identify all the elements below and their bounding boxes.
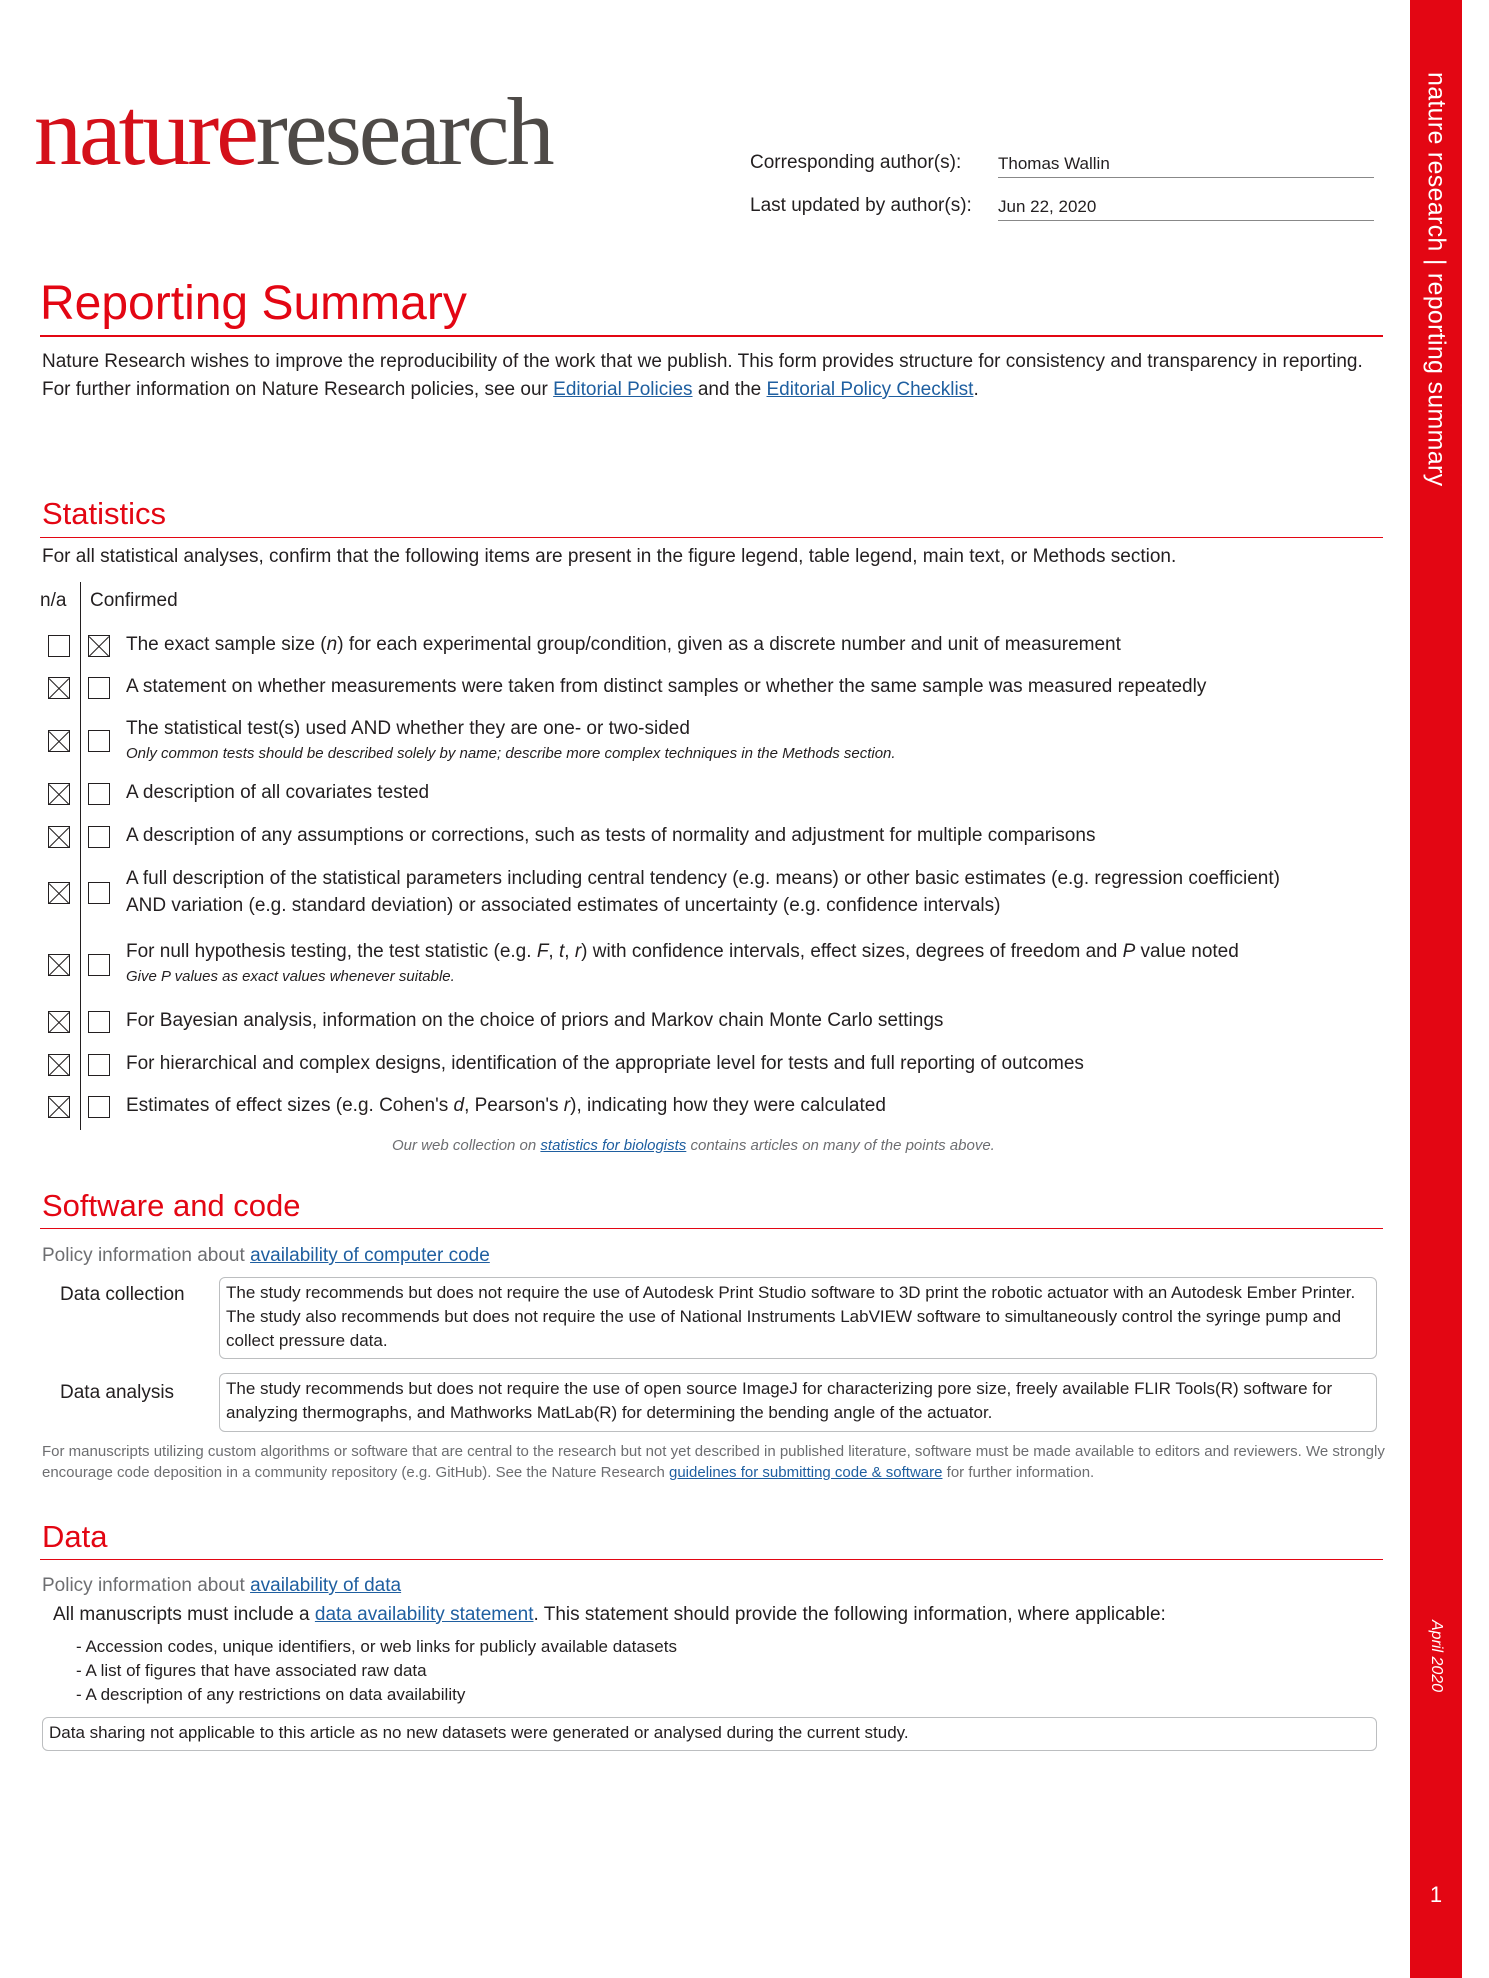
corresponding-author-field[interactable]: Thomas Wallin bbox=[998, 154, 1374, 178]
confirmed-checkbox-3[interactable] bbox=[88, 783, 110, 805]
data-analysis-label: Data analysis bbox=[60, 1382, 175, 1403]
na-checkbox-9[interactable] bbox=[48, 1096, 70, 1118]
na-checkbox-8[interactable] bbox=[48, 1054, 70, 1076]
availability-of-data-link[interactable]: availability of data bbox=[250, 1575, 402, 1596]
na-checkbox-7[interactable] bbox=[48, 1011, 70, 1033]
statistics-rule bbox=[40, 537, 1383, 538]
confirmed-checkbox-4[interactable] bbox=[88, 826, 110, 848]
statistics-heading: Statistics bbox=[42, 496, 167, 531]
stat-item-3: A description of all covariates tested bbox=[126, 782, 430, 803]
guidelines-code-software-link[interactable]: guidelines for submitting code & software bbox=[669, 1464, 943, 1481]
na-checkbox-6[interactable] bbox=[48, 954, 70, 976]
data-statement-instructions: All manuscripts must include a data availability statement. This statement should provide the following information, where applicable: bbox=[53, 1604, 1166, 1625]
intro-text-2: and the bbox=[692, 379, 767, 400]
data-rule bbox=[40, 1559, 1383, 1560]
confirmed-checkbox-9[interactable] bbox=[88, 1096, 110, 1118]
stat-item-1: A statement on whether measurements were taken from distinct samples or whether the same sample was measured repeatedly bbox=[126, 676, 1207, 697]
confirmed-checkbox-5[interactable] bbox=[88, 882, 110, 904]
stat-item-5-line2: AND variation (e.g. standard deviation) or associated estimates of uncertainty (e.g. confidence intervals) bbox=[126, 895, 1001, 916]
availability-of-computer-code-link[interactable]: availability of computer code bbox=[250, 1245, 490, 1266]
data-availability-statement-link[interactable]: data availability statement bbox=[314, 1604, 534, 1625]
last-updated-field[interactable]: Jun 22, 2020 bbox=[998, 197, 1374, 221]
na-checkbox-5[interactable] bbox=[48, 882, 70, 904]
data-collection-label: Data collection bbox=[60, 1284, 185, 1305]
stat-item-0: The exact sample size (n) for each experimental group/condition, given as a discrete number and unit of measurement bbox=[126, 634, 1121, 655]
software-rule bbox=[40, 1228, 1383, 1229]
corresponding-label: Corresponding author(s): bbox=[750, 152, 962, 173]
page-number: 1 bbox=[1429, 1882, 1443, 1907]
data-bullet-2: - A description of any restrictions on data availability bbox=[76, 1685, 466, 1704]
stat-item-6-note: Give P values as exact values whenever suitable. bbox=[126, 968, 455, 985]
nature-research-logo bbox=[34, 78, 552, 185]
intro-text-3: . bbox=[973, 379, 979, 400]
na-checkbox-1[interactable] bbox=[48, 677, 70, 699]
statistics-description: For all statistical analyses, confirm that the following items are present in the figure legend, table legend, main text, or Methods section. bbox=[42, 546, 1177, 567]
stat-item-9: Estimates of effect sizes (e.g. Cohen's d, Pearson's r), indicating how they were calculated bbox=[126, 1095, 886, 1116]
statistics-footer: Our web collection on statistics for biologists contains articles on many of the points above. bbox=[392, 1137, 995, 1154]
column-divider bbox=[80, 582, 81, 1130]
data-collection-field[interactable]: The study recommends but does not require the use of Autodesk Print Studio software to 3D print the robotic actuator with an Autodesk Ember Printer. The study also recommends but does not require the use of National Instruments LabVIEW software to simultaneously control the syringe pump and collect pressure data. bbox=[219, 1277, 1377, 1359]
logo-nature: nature bbox=[34, 78, 256, 185]
data-bullet-1: - A list of figures that have associated raw data bbox=[76, 1661, 427, 1680]
logo-research: research bbox=[255, 78, 552, 185]
software-heading: Software and code bbox=[42, 1188, 301, 1223]
stat-item-5: A full description of the statistical parameters including central tendency (e.g. means) or other basic estimates (e.g. regression coefficient) bbox=[126, 868, 1280, 889]
confirmed-checkbox-7[interactable] bbox=[88, 1011, 110, 1033]
intro-paragraph bbox=[42, 348, 1387, 404]
stat-item-4: A description of any assumptions or corrections, such as tests of normality and adjustment for multiple comparisons bbox=[126, 825, 1096, 846]
intro-text-1: Nature Research wishes to improve the reproducibility of the work that we publish. This form provides structure for consistency and transparency in reporting. For further information on Nature Research policies, see our bbox=[42, 351, 1363, 400]
software-note: For manuscripts utilizing custom algorithms or software that are central to the research but not yet described in published literature, software must be made available to editors and reviewers. We strongly encourage code deposition in a community repository (e.g. GitHub). See the Nature Research guidelines for submitting code & software for further information. bbox=[42, 1443, 1385, 1481]
stat-item-2: The statistical test(s) used AND whether they are one- or two-sided bbox=[126, 718, 690, 739]
na-checkbox-4[interactable] bbox=[48, 826, 70, 848]
statistics-for-biologists-link[interactable]: statistics for biologists bbox=[540, 1137, 687, 1154]
data-bullet-0: - Accession codes, unique identifiers, or web links for publicly available datasets bbox=[76, 1637, 677, 1656]
updated-label: Last updated by author(s): bbox=[750, 195, 972, 216]
confirmed-checkbox-6[interactable] bbox=[88, 954, 110, 976]
stat-item-7: For Bayesian analysis, information on the choice of priors and Markov chain Monte Carlo settings bbox=[126, 1010, 944, 1031]
na-checkbox-3[interactable] bbox=[48, 783, 70, 805]
data-policy: Policy information about availability of data bbox=[42, 1575, 402, 1596]
page-title: Reporting Summary bbox=[40, 277, 467, 330]
editorial-policies-link[interactable]: Editorial Policies bbox=[553, 379, 693, 400]
na-checkbox-0[interactable] bbox=[48, 635, 70, 657]
confirmed-checkbox-2[interactable] bbox=[88, 730, 110, 752]
sidebar-date: April 2020 bbox=[1428, 1620, 1445, 1693]
stat-item-2-note: Only common tests should be described solely by name; describe more complex techniques in the Methods section. bbox=[126, 745, 896, 762]
software-policy: Policy information about availability of computer code bbox=[42, 1245, 490, 1266]
stat-item-6: For null hypothesis testing, the test statistic (e.g. F, t, r) with confidence intervals, effect sizes, degrees of freedom and P value noted bbox=[126, 941, 1239, 962]
na-checkbox-2[interactable] bbox=[48, 730, 70, 752]
sidebar-title: nature research | reporting summary bbox=[1422, 72, 1451, 487]
title-rule bbox=[40, 335, 1383, 337]
data-analysis-field[interactable]: The study recommends but does not require the use of open source ImageJ for characterizing pore size, freely available FLIR Tools(R) software for analyzing thermographs, and Mathworks MatLab(R) for determining the bending angle of the actuator. bbox=[219, 1373, 1377, 1432]
confirmed-checkbox-0[interactable] bbox=[88, 635, 110, 657]
editorial-policy-checklist-link[interactable]: Editorial Policy Checklist bbox=[766, 379, 974, 400]
stat-item-8: For hierarchical and complex designs, identification of the appropriate level for tests and full reporting of outcomes bbox=[126, 1053, 1084, 1074]
confirmed-checkbox-1[interactable] bbox=[88, 677, 110, 699]
col-confirmed-header: Confirmed bbox=[90, 590, 178, 611]
data-availability-field[interactable]: Data sharing not applicable to this article as no new datasets were generated or analysed during the current study. bbox=[42, 1717, 1377, 1751]
data-heading: Data bbox=[42, 1519, 108, 1554]
confirmed-checkbox-8[interactable] bbox=[88, 1054, 110, 1076]
col-na-header: n/a bbox=[40, 590, 67, 611]
